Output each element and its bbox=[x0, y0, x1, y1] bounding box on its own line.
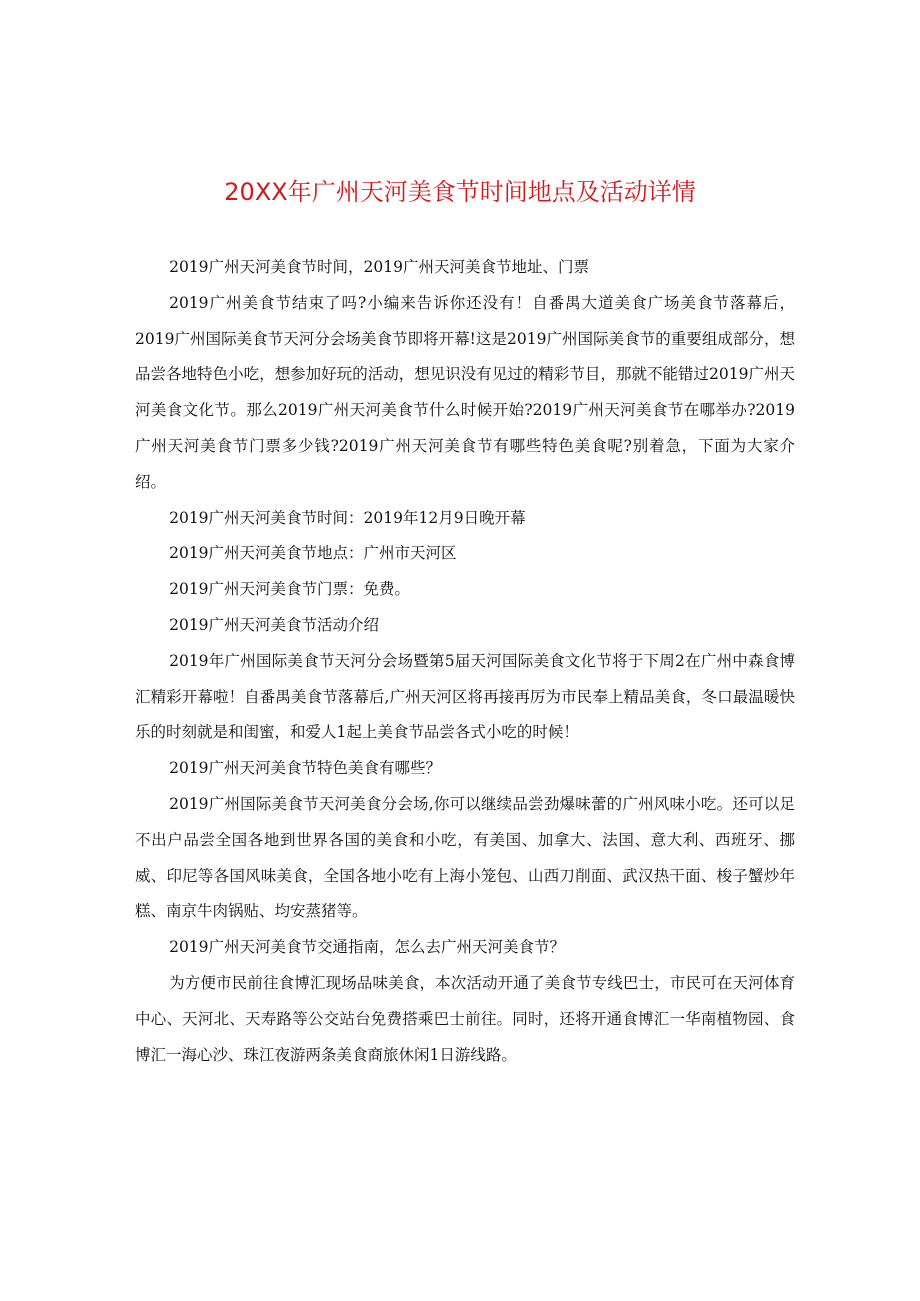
paragraph: 为方便市民前往食博汇现场品味美食，本次活动开通了美食节专线巴士，市民可在天河体育中心、天河北、天寿路等公交站台免费搭乘巴士前往。同时，还将开通食博汇一华南植物园、食博汇一海心沙、珠江夜游两条美食商旅休闲1日游线路。 bbox=[135, 973, 795, 1064]
paragraph: 2019年广州国际美食节天河分会场暨第5届天河国际美食文化节将于下周2在广州中森食博汇精彩开幕啦！自番禺美食节落幕后,广州天河区将再接再厉为市民奉上精品美食，冬口最温暖快乐的时刻就是和闺蜜，和爱人1起上美食节品尝各式小吃的时候！ bbox=[135, 651, 795, 742]
document-title: 20XX年广州天河美食节时间地点及活动详情 bbox=[224, 178, 696, 206]
paragraph: 2019广州天河美食节时间，2019广州天河美食节地址、门票 bbox=[169, 258, 589, 276]
paragraph: 2019广州天河美食节交通指南，怎么去广州天河美食节？ bbox=[169, 938, 566, 957]
paragraph: 2019广州天河美食节特色美食有哪些？ bbox=[169, 759, 442, 778]
paragraph: 2019广州天河美食节活动介绍 bbox=[169, 615, 380, 634]
paragraph: 2019广州美食节结束了吗?小编来告诉你还没有！自番禺大道美食广场美食节落幕后，2019广州国际美食节天河分会场美食节即将开幕!这是2019广州国际美食节的重要组成部分，想品尝各地特色小吃，想参加好玩的活动，想见识没有见过的精彩节目，那就不能错过2019广州天河美食文化节。那么2019广州天河美食节什么时候开始?2019广州天河美食节在哪举办?2019广州天河美食节门票多少钱?2019广州天河美食节有哪些特色美食呢?别着急，下面为大家介绍。 bbox=[135, 293, 795, 491]
paragraph: 2019广州天河美食节地点：广州市天河区 bbox=[169, 544, 457, 563]
paragraph: 2019广州国际美食节天河美食分会场,你可以继续品尝劲爆味蕾的广州风味小吃。还可以足不出户品尝全国各地到世界各国的美食和小吃，有美国、加拿大、法国、意大利、西班牙、挪威、印尼等各国风味美食，全国各地小吃有上海小笼包、山西刀削面、武汉热干面、梭子蟹炒年糕、南京牛肉锅贴、均安蒸猪等。 bbox=[135, 794, 795, 921]
document-body bbox=[135, 250, 795, 1073]
paragraph: 2019广州天河美食节门票：免费。 bbox=[169, 580, 411, 599]
paragraph: 2019广州天河美食节时间：2019年12月9日晚开幕 bbox=[169, 508, 526, 527]
